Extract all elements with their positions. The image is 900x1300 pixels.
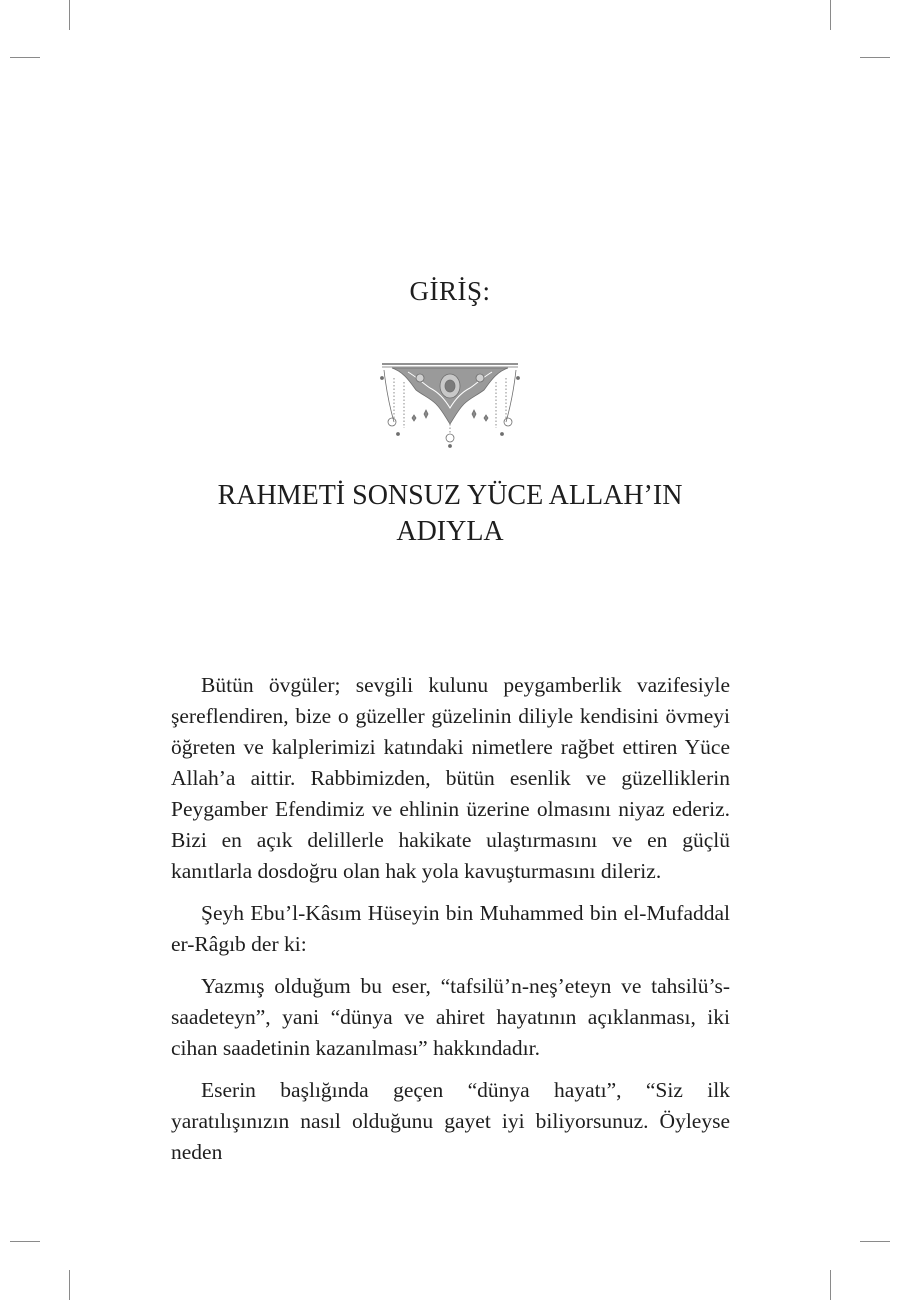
ottoman-illumination-ornament-icon — [378, 358, 522, 448]
crop-mark — [830, 0, 831, 30]
crop-mark — [69, 0, 70, 30]
page-title-line-2: ADIYLA — [396, 516, 504, 547]
body-text — [171, 670, 730, 1179]
crop-mark — [860, 57, 890, 58]
crop-mark — [10, 1241, 40, 1242]
paragraph: Yazmış olduğum bu eser, “tafsilü’n-neş’eteyn ve tahsilü’s-saadeteyn”, yani “dünya ve ahiret hayatının açıklanması, iki cihan saadetinin kazanılması” hakkındadır. — [171, 974, 730, 1060]
crop-mark — [69, 1270, 70, 1300]
paragraph: Eserin başlığında geçen “dünya hayatı”, “Siz ilk yaratılışınızın nasıl olduğunu gayet iyi biliyorsunuz. Öyleyse neden — [171, 1078, 730, 1164]
section-label: GİRİŞ: — [409, 276, 491, 306]
crop-mark — [860, 1241, 890, 1242]
crop-mark — [10, 57, 40, 58]
page-title-line-1: RAHMETİ SONSUZ YÜCE ALLAH’IN — [217, 480, 683, 511]
crop-mark — [830, 1270, 831, 1300]
paragraph: Bütün övgüler; sevgili kulunu peygamberlik vazifesiyle şereflendiren, bize o güzeller güzelinin diliyle kendisini övmeyi öğreten ve kalplerimizi katındaki nimetlere rağbet ettiren Yüce Allah’a aittir. Rabbimizden, bütün esenlik ve güzelliklerin Peygamber Efendimiz ve ehlinin üzerine olmasını niyaz ederiz. Bizi en açık delillerle hakikate ulaştırmasını ve en güçlü kanıtlarla dosdoğru olan hak yola kavuşturmasını dileriz. — [171, 673, 730, 883]
paragraph: Şeyh Ebu’l-Kâsım Hüseyin bin Muhammed bin el-Mufaddal er-Râgıb der ki: — [171, 901, 730, 956]
